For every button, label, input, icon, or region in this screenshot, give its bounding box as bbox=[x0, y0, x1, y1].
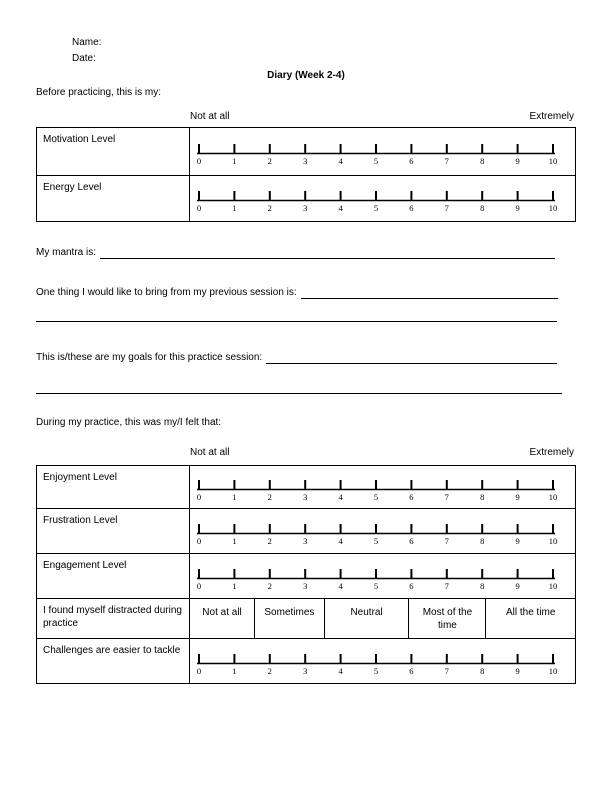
name-label: Name: bbox=[72, 37, 102, 48]
distracted-choice-cells bbox=[190, 599, 575, 638]
svg-text:10: 10 bbox=[548, 156, 558, 166]
frustration-rating-scale-cell[interactable] bbox=[190, 509, 575, 553]
svg-text:2: 2 bbox=[267, 491, 272, 502]
svg-text:2: 2 bbox=[267, 580, 272, 591]
svg-text:5: 5 bbox=[373, 156, 379, 166]
svg-text:10: 10 bbox=[548, 491, 558, 502]
svg-text:6: 6 bbox=[409, 203, 414, 213]
table-row bbox=[37, 598, 575, 638]
svg-text:1: 1 bbox=[232, 665, 237, 676]
svg-text:4: 4 bbox=[338, 156, 343, 166]
previous-session-continuation-line[interactable] bbox=[36, 310, 557, 322]
row-label-frustration: Frustration Level bbox=[37, 509, 190, 553]
svg-text:7: 7 bbox=[444, 203, 449, 213]
svg-text:0: 0 bbox=[196, 203, 202, 213]
engagement-rating-scale-cell[interactable] bbox=[190, 554, 575, 598]
svg-text:1: 1 bbox=[232, 580, 237, 591]
rating-scale[interactable] bbox=[193, 188, 559, 214]
svg-text:6: 6 bbox=[409, 580, 414, 591]
row-label-distracted: I found myself distracted during practice bbox=[37, 599, 190, 638]
svg-text:4: 4 bbox=[338, 580, 343, 591]
mantra-label: My mantra is: bbox=[36, 247, 97, 258]
svg-text:2: 2 bbox=[267, 156, 272, 166]
goals-input-line[interactable] bbox=[266, 351, 557, 364]
svg-text:2: 2 bbox=[267, 535, 272, 546]
svg-text:5: 5 bbox=[373, 535, 379, 546]
svg-text:7: 7 bbox=[444, 665, 449, 676]
table-row bbox=[37, 466, 575, 508]
svg-text:3: 3 bbox=[303, 491, 308, 502]
during-section-intro: During my practice, this was my/I felt that: bbox=[36, 417, 222, 428]
page-title: Diary (Week 2-4) bbox=[267, 70, 345, 81]
scale-left-label: Not at all bbox=[190, 111, 230, 122]
previous-session-input-line[interactable] bbox=[301, 286, 558, 299]
svg-text:10: 10 bbox=[548, 580, 558, 591]
distracted-option-neutral[interactable]: Neutral bbox=[325, 599, 410, 638]
svg-text:8: 8 bbox=[480, 203, 485, 213]
scale-header-before bbox=[190, 111, 574, 122]
previous-session-prompt-row bbox=[36, 286, 558, 299]
before-practice-table bbox=[36, 127, 576, 222]
svg-text:5: 5 bbox=[373, 665, 379, 676]
svg-text:0: 0 bbox=[196, 491, 202, 502]
svg-text:5: 5 bbox=[373, 491, 379, 502]
goals-prompt-row bbox=[36, 351, 557, 364]
svg-text:8: 8 bbox=[480, 665, 485, 676]
svg-text:3: 3 bbox=[303, 156, 308, 166]
svg-text:9: 9 bbox=[515, 156, 520, 166]
svg-text:0: 0 bbox=[196, 665, 202, 676]
table-row bbox=[37, 128, 575, 175]
scale-right-label: Extremely bbox=[529, 111, 574, 122]
svg-text:3: 3 bbox=[303, 203, 308, 213]
distracted-option-most-of-the-time[interactable]: Most of the time bbox=[409, 599, 486, 638]
svg-text:4: 4 bbox=[338, 203, 343, 213]
svg-text:1: 1 bbox=[232, 535, 237, 546]
scale-header-during bbox=[190, 447, 574, 458]
scale-left-label: Not at all bbox=[190, 447, 230, 458]
svg-text:9: 9 bbox=[515, 580, 520, 591]
energy-rating-scale-cell[interactable] bbox=[190, 176, 575, 221]
svg-text:9: 9 bbox=[515, 535, 520, 546]
row-label-motivation: Motivation Level bbox=[37, 128, 190, 175]
svg-text:3: 3 bbox=[303, 665, 308, 676]
svg-text:4: 4 bbox=[338, 665, 343, 676]
svg-text:7: 7 bbox=[444, 156, 449, 166]
svg-text:5: 5 bbox=[373, 580, 379, 591]
svg-text:10: 10 bbox=[548, 535, 558, 546]
rating-scale[interactable] bbox=[193, 566, 559, 592]
svg-text:0: 0 bbox=[196, 580, 202, 591]
goals-label: This is/these are my goals for this practice session: bbox=[36, 352, 263, 363]
rating-scale[interactable] bbox=[193, 521, 559, 547]
row-label-enjoyment: Enjoyment Level bbox=[37, 466, 190, 508]
mantra-input-line[interactable] bbox=[100, 246, 555, 259]
svg-text:4: 4 bbox=[338, 491, 343, 502]
svg-text:10: 10 bbox=[548, 665, 558, 676]
row-label-challenges: Challenges are easier to tackle bbox=[37, 639, 190, 683]
svg-text:7: 7 bbox=[444, 580, 449, 591]
svg-text:10: 10 bbox=[548, 203, 558, 213]
goals-continuation-line[interactable] bbox=[36, 382, 562, 394]
svg-text:9: 9 bbox=[515, 665, 520, 676]
svg-text:5: 5 bbox=[373, 203, 379, 213]
table-row bbox=[37, 175, 575, 221]
svg-text:0: 0 bbox=[196, 535, 202, 546]
mantra-prompt-row bbox=[36, 246, 555, 259]
table-row bbox=[37, 638, 575, 683]
distracted-option-not-at-all[interactable]: Not at all bbox=[190, 599, 255, 638]
svg-text:8: 8 bbox=[480, 535, 485, 546]
rating-scale[interactable] bbox=[193, 477, 559, 503]
svg-text:6: 6 bbox=[409, 535, 414, 546]
svg-text:3: 3 bbox=[303, 580, 308, 591]
svg-text:8: 8 bbox=[480, 156, 485, 166]
svg-text:1: 1 bbox=[232, 491, 237, 502]
table-row bbox=[37, 508, 575, 553]
distracted-option-sometimes[interactable]: Sometimes bbox=[255, 599, 325, 638]
svg-text:8: 8 bbox=[480, 580, 485, 591]
before-section-intro: Before practicing, this is my: bbox=[36, 87, 162, 98]
enjoyment-rating-scale-cell[interactable] bbox=[190, 466, 575, 508]
date-label: Date: bbox=[72, 53, 96, 64]
row-label-energy: Energy Level bbox=[37, 176, 190, 221]
svg-text:8: 8 bbox=[480, 491, 485, 502]
table-row bbox=[37, 553, 575, 598]
svg-text:2: 2 bbox=[267, 665, 272, 676]
row-label-engagement: Engagement Level bbox=[37, 554, 190, 598]
svg-text:3: 3 bbox=[303, 535, 308, 546]
motivation-rating-scale-cell[interactable] bbox=[190, 128, 575, 175]
svg-text:7: 7 bbox=[444, 535, 449, 546]
rating-scale[interactable] bbox=[193, 651, 559, 677]
rating-scale[interactable] bbox=[193, 141, 559, 167]
svg-text:0: 0 bbox=[196, 156, 202, 166]
svg-text:1: 1 bbox=[232, 156, 237, 166]
distracted-option-all-the-time[interactable]: All the time bbox=[505, 607, 556, 618]
svg-text:1: 1 bbox=[232, 203, 237, 213]
svg-text:9: 9 bbox=[515, 203, 520, 213]
svg-text:7: 7 bbox=[444, 491, 449, 502]
previous-session-label: One thing I would like to bring from my previous session is: bbox=[36, 287, 297, 298]
svg-text:2: 2 bbox=[267, 203, 272, 213]
svg-text:4: 4 bbox=[338, 535, 343, 546]
svg-text:6: 6 bbox=[409, 491, 414, 502]
svg-text:6: 6 bbox=[409, 156, 414, 166]
svg-text:9: 9 bbox=[515, 491, 520, 502]
challenges-rating-scale-cell[interactable] bbox=[190, 639, 575, 683]
svg-text:6: 6 bbox=[409, 665, 414, 676]
during-practice-table bbox=[36, 465, 576, 684]
scale-right-label: Extremely bbox=[529, 447, 574, 458]
